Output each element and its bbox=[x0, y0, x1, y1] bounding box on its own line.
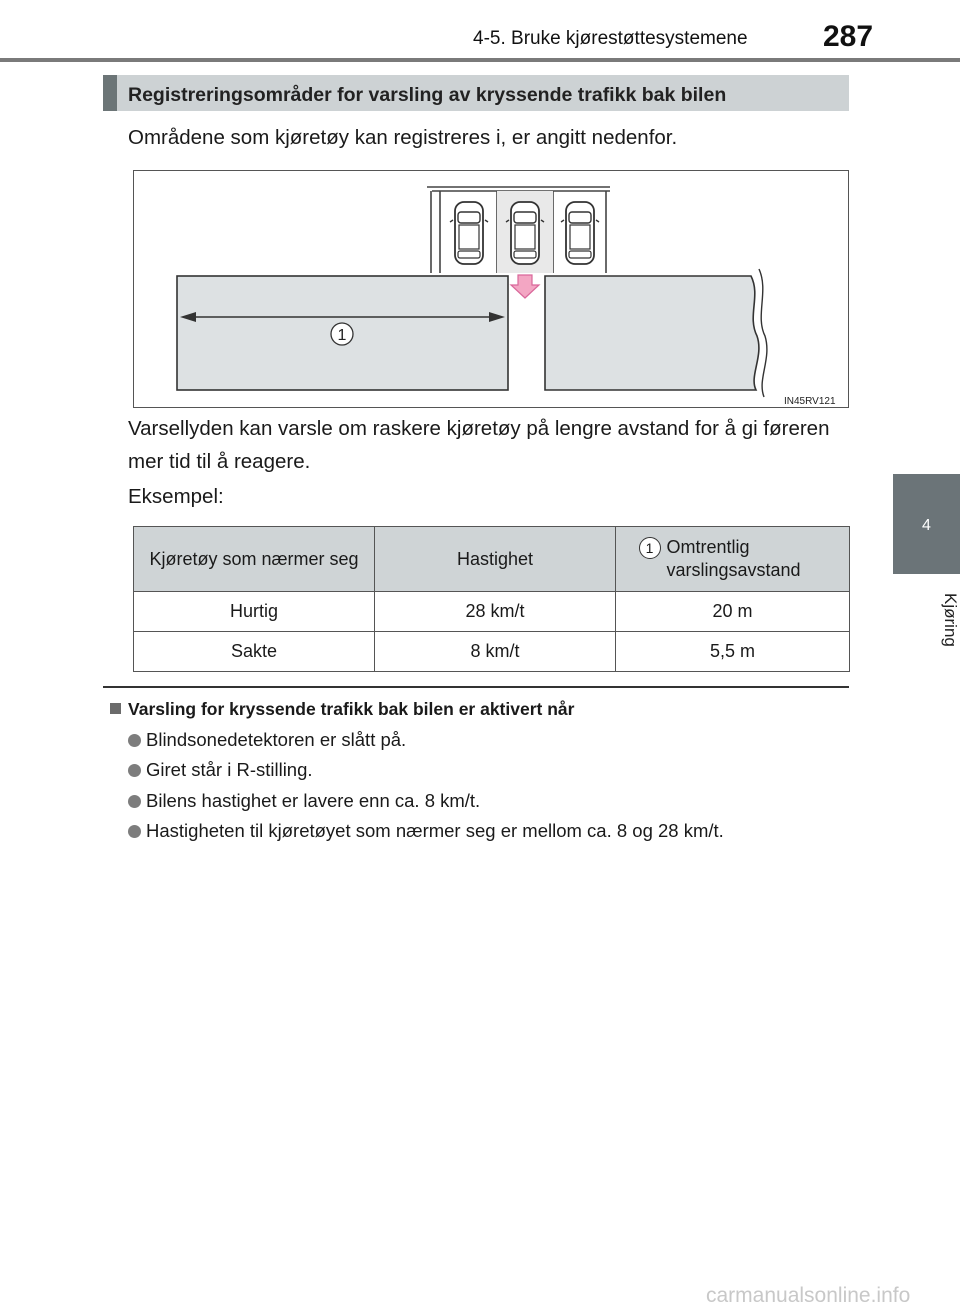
list-item: Bilens hastighet er lavere enn ca. 8 km/t. bbox=[128, 790, 480, 812]
parked-car-right-icon bbox=[561, 202, 599, 264]
table-cell: 20 m bbox=[616, 592, 850, 632]
chapter-tab-label: Kjøring bbox=[941, 593, 960, 647]
list-item: Blindsonedetektoren er slått på. bbox=[128, 729, 406, 751]
header-vehicle: Kjøretøy som nærmer seg bbox=[134, 527, 375, 592]
header-speed: Hastighet bbox=[375, 527, 616, 592]
figure-code: IN45RV121 bbox=[784, 396, 836, 407]
table-cell: Sakte bbox=[134, 632, 375, 672]
table-cell: Hurtig bbox=[134, 592, 375, 632]
section-heading-accent bbox=[103, 75, 117, 111]
range-marker-label: 1 bbox=[337, 327, 347, 344]
example-label: Eksempel: bbox=[128, 485, 224, 508]
header-marker-circle: 1 bbox=[639, 537, 661, 559]
detection-area-figure bbox=[133, 170, 849, 408]
break-line bbox=[759, 269, 767, 397]
bullet-icon bbox=[128, 795, 141, 808]
bullet-icon bbox=[128, 734, 141, 747]
header-rule bbox=[0, 58, 960, 62]
table-cell: 8 km/t bbox=[375, 632, 616, 672]
section-divider bbox=[103, 686, 849, 688]
header-distance: 1 Omtrentlig varslingsavstand bbox=[616, 527, 850, 592]
list-item: Hastigheten til kjøretøyet som nærmer seg er mellom ca. 8 og 28 km/t. bbox=[128, 820, 724, 842]
parked-car-left-icon bbox=[450, 202, 488, 264]
table-cell: 28 km/t bbox=[375, 592, 616, 632]
section-heading: Registreringsområder for varsling av kryssende trafikk bak bilen bbox=[128, 84, 727, 106]
page-number: 287 bbox=[823, 20, 874, 53]
table-cell: 5,5 m bbox=[616, 632, 850, 672]
detection-area-right bbox=[545, 276, 759, 390]
watermark: carmanualsonline.info bbox=[706, 1284, 911, 1307]
list-item: Giret står i R-stilling. bbox=[128, 759, 313, 781]
table-header-row bbox=[134, 527, 850, 592]
table-row bbox=[134, 632, 850, 672]
chapter-tab-number: 4 bbox=[922, 517, 931, 534]
table-row bbox=[134, 592, 850, 632]
parking-diagram bbox=[134, 171, 850, 409]
bullet-icon bbox=[128, 764, 141, 777]
square-bullet-icon bbox=[110, 703, 121, 714]
reversing-arrow-icon bbox=[511, 275, 539, 298]
warning-distance-table bbox=[133, 526, 850, 672]
header-section-title: 4-5. Bruke kjørestøttesystemene bbox=[473, 28, 748, 49]
own-car-icon bbox=[506, 202, 544, 264]
conditions-heading: Varsling for kryssende trafikk bak bilen er aktivert når bbox=[110, 699, 574, 720]
intro-paragraph: Områdene som kjøretøy kan registreres i, er angitt nedenfor. bbox=[128, 126, 678, 149]
bullet-icon bbox=[128, 825, 141, 838]
speed-note-paragraph: Varsellyden kan varsle om raskere kjøretøy på lengre avstand for å gi føreren mer tid til å reagere. bbox=[128, 417, 830, 473]
